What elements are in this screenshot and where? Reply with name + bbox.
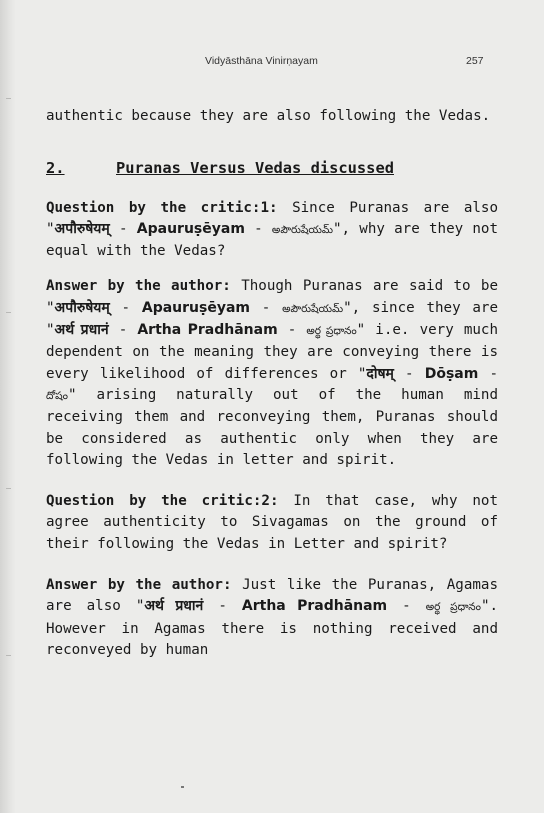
devanagari-term: अर्थ प्रधानं — [144, 598, 204, 615]
question-1 — [46, 198, 498, 263]
telugu-term: అపౌరుషేయమ్ — [271, 223, 333, 236]
transliterated-term: Dōṣam — [424, 365, 479, 382]
page-body — [46, 106, 498, 661]
separator: - — [203, 598, 242, 615]
telugu-term: దోషం — [46, 389, 68, 402]
answer-1-text: ", since they are " — [46, 299, 499, 339]
question-2 — [46, 491, 498, 555]
separator: - — [387, 598, 426, 615]
answer-1-text: Though Puranas are said to be " — [46, 278, 499, 316]
answer-2-label: Answer by the author: — [46, 577, 232, 594]
answer-2 — [46, 575, 498, 661]
devanagari-term: अपौरुषेयम् — [54, 220, 110, 237]
question-1-text: ", why are they not equal with the Vedas? — [46, 220, 499, 260]
edge-mark — [6, 312, 11, 313]
telugu-term: అర్థ ప్రధానం — [425, 601, 481, 614]
answer-1-text: " i.e. very much dependent on the meaning they are conveying there is every likelihood of differences or " — [46, 322, 498, 382]
separator: - — [109, 299, 142, 316]
separator: - — [277, 322, 307, 339]
intro-paragraph: authentic because they are also following the Vedas. — [46, 108, 491, 124]
answer-1-text: " arising naturally out of the human mind receiving them and reconveying them, Puranas should be considered as authentic only when they are following the Vedas in letter and spirit. — [46, 386, 498, 468]
edge-mark — [6, 98, 11, 99]
transliterated-term: Artha Pradhānam — [137, 322, 278, 339]
edge-mark — [6, 488, 11, 489]
separator: - — [244, 220, 272, 237]
running-header — [0, 55, 544, 73]
answer-1-label: Answer by the author: — [46, 278, 231, 295]
question-2-label: Question by the critic:2: — [46, 493, 279, 510]
separator: - — [393, 365, 425, 382]
separator: - — [108, 322, 138, 339]
answer-2-text: Just like the Puranas, Agamas are also " — [46, 577, 498, 615]
page-number: 257 — [466, 55, 484, 67]
devanagari-term: दोषम् — [366, 365, 394, 382]
print-speck — [181, 786, 184, 788]
binding-gutter — [0, 0, 16, 813]
question-1-text: Since Puranas are also " — [46, 199, 498, 237]
section-heading — [46, 158, 498, 179]
question-2-text: In that case, why not agree authenticity to Sivagamas on the ground of their following the Vedas in Letter and spirit? — [46, 493, 498, 552]
devanagari-term: अपौरुषेयम् — [54, 299, 110, 316]
question-1-label: Question by the critic:1: — [46, 199, 278, 216]
transliterated-term: Apauruṣēyam — [141, 299, 250, 316]
section-title: Puranas Versus Vedas discussed — [116, 159, 394, 178]
devanagari-term: अर्थ प्रधानं — [54, 322, 109, 339]
separator: - — [250, 299, 283, 316]
section-number: 2. — [46, 159, 65, 178]
separator: - — [478, 365, 499, 382]
transliterated-term: Artha Pradhānam — [241, 598, 388, 615]
answer-2-text: ". However in Agamas there is nothing received and reconveyed by human — [46, 598, 499, 658]
answer-1 — [46, 276, 498, 471]
telugu-term: అర్థ ప్రధానం — [306, 325, 357, 338]
transliterated-term: Apauruṣēyam — [136, 220, 245, 237]
running-title: Vidyāsthāna Vinirṇayam — [205, 55, 318, 67]
edge-mark — [6, 655, 11, 656]
telugu-term: అపౌరుషేయమ్ — [282, 302, 344, 315]
separator: - — [109, 220, 137, 237]
